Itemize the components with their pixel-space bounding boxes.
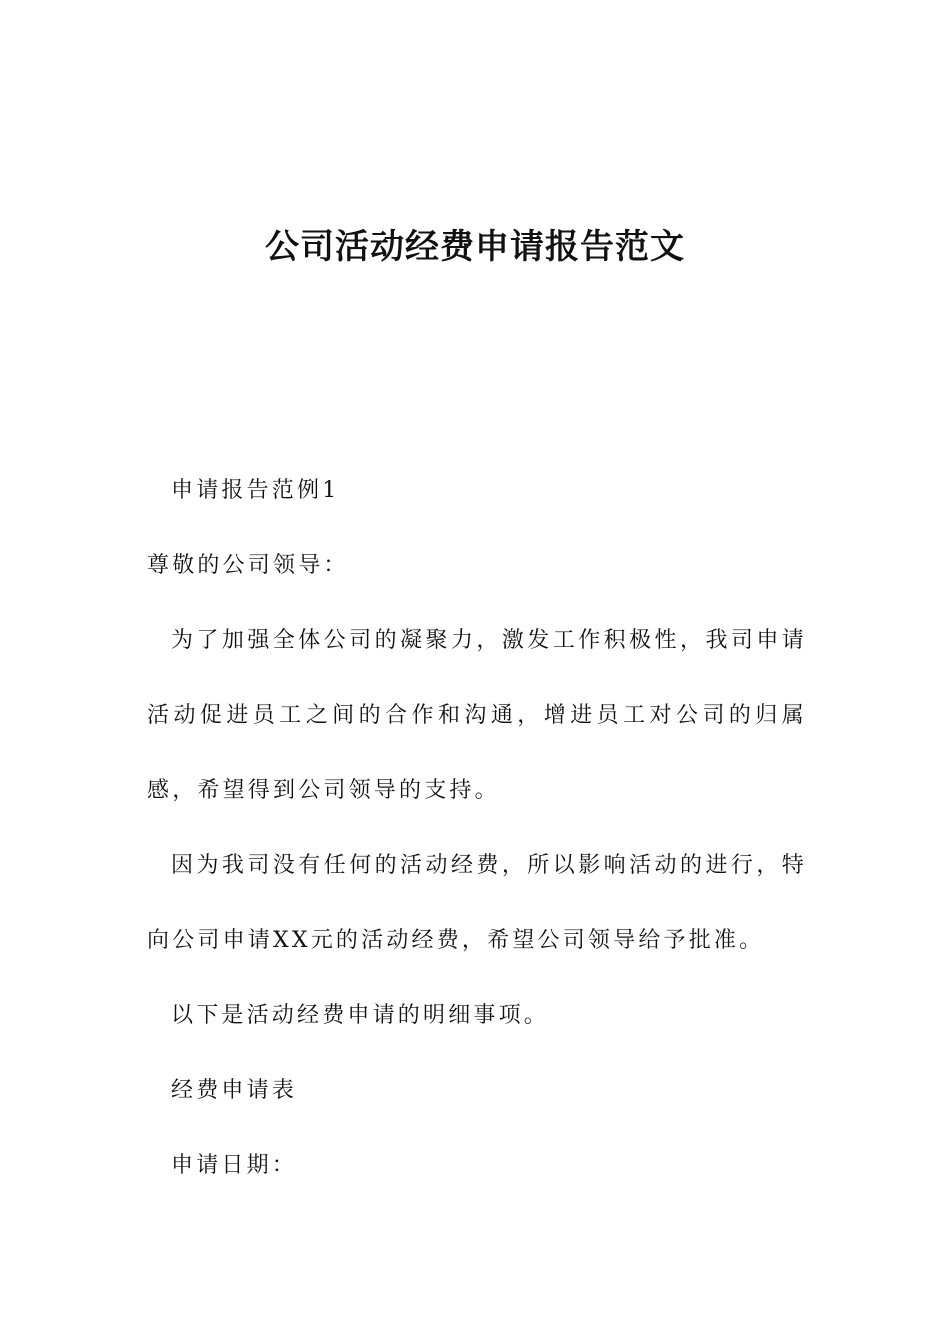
body-paragraph-purpose: 为了加强全体公司的凝聚力，激发工作积极性，我司申请活动促进员工之间的合作和沟通，增进员工对公司的归属感，希望得到公司领导的支持。 — [147, 628, 807, 803]
body-paragraph-request: 因为我司没有任何的活动经费，所以影响活动的进行，特向公司申请XX元的活动经费，希望公司领导给予批准。 — [147, 853, 807, 953]
application-date-label: 申请日期： — [171, 1153, 298, 1178]
form-heading: 经费申请表 — [171, 1078, 298, 1103]
salutation: 尊敬的公司领导： — [147, 553, 349, 578]
document-title: 公司活动经费申请报告范文 — [265, 227, 685, 267]
example-heading: 申请报告范例1 — [171, 478, 340, 503]
body-paragraph-details-intro: 以下是活动经费申请的明细事项。 — [171, 1003, 550, 1028]
document-body — [147, 453, 807, 1203]
